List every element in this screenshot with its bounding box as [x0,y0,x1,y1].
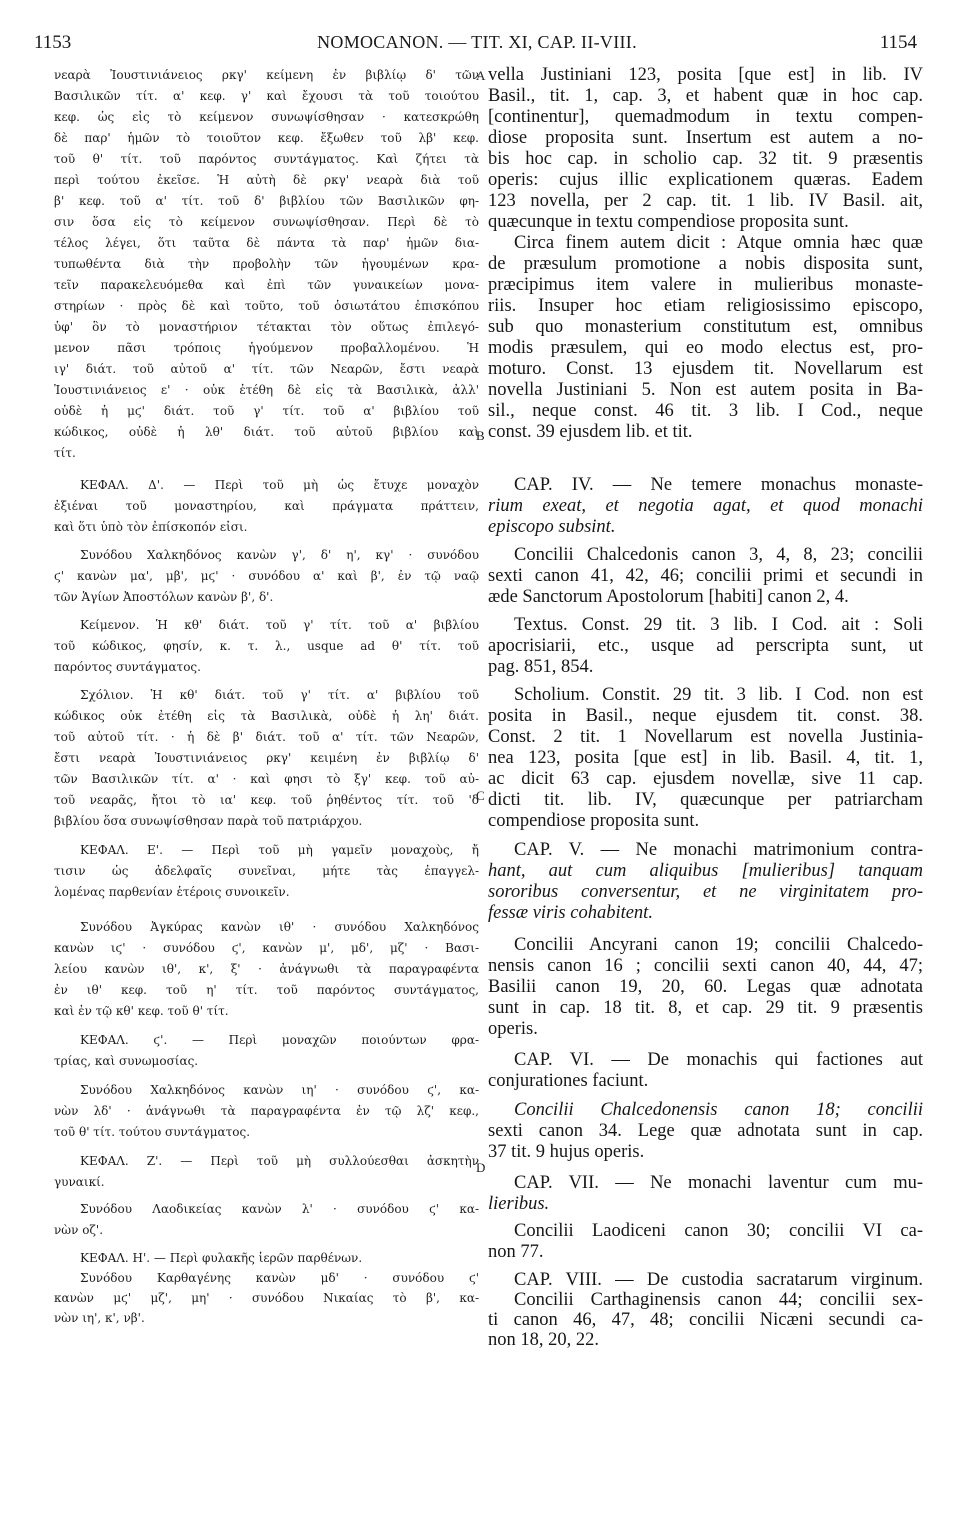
page-number-left: 1153 [34,32,72,53]
greek-text-line: τοῦ κώδικος, φησίν, κ. τ. λ., usque ad θ' τίτ. τοῦ [54,639,479,653]
greek-text-line: ὑφ' ὃν τὸ μοναστήριον τέτακται τὸν οὕτως ἐπιλεγό- [54,320,479,334]
latin-text-line: sexti canon 34. Lege quæ adnotata sunt in cap. [488,1121,923,1141]
latin-text-line: Textus. Const. 29 tit. 3 lib. I Cod. ait : Soli [514,615,923,635]
latin-text-line: episcopo subsint. [488,517,616,537]
greek-text-line: στηρίων · πρὸς δὲ καὶ τοῦτο, τοῦ ὁσιωτάτου ἐπισκόπου [54,299,479,313]
greek-text-line: τῶν Ἁγίων Ἀποστόλων κανὼν β', δ'. [54,590,274,604]
greek-text-line: τοῦ νεαρᾶς, ἤτοι τὸ ια' κεφ. τοῦ ῥηθέντος τίτ. τοῦ 'δ [54,793,479,807]
latin-text-line: de præsulum promotione a nobis disposita sunt, [488,254,923,274]
latin-text-line: sub quo monasterium constitutum est, omnibus [488,317,923,337]
latin-text-line: diose proposita sunt. Insertum est autem a no- [488,128,923,148]
greek-text-line: Συνόδου Χαλκηδόνος κανὼν ιη' · συνόδου ϛ', κα- [80,1083,479,1097]
greek-text-line: κώδικος, οὐδὲ ἡ λθ' διάτ. τοῦ αὐτοῦ βιβλίου καὶ [54,425,479,439]
latin-text-line: hant, aut cum aliquibus [mulieribus] tanquam [488,861,923,881]
margin-marker-b: B [476,428,485,443]
latin-text-line: riis. Insuper hoc etiam religiosissimo episcopo, [488,296,923,316]
greek-text-line: λομένας παρθενίαν ἑτέροις συνοικεῖν. [54,885,290,899]
latin-text-line: CAP. IV. — Ne temere monachus monaste- [514,475,923,495]
latin-text-line: ti canon 46, 47, 48; concilii Nicæni secundi ca- [488,1310,923,1330]
greek-text-line: Συνόδου Χαλκηδόνος κανὼν γ', δ' η', κγ' · συνόδου [80,548,479,562]
greek-text-line: τοῦ θ' τίτ. τοῦ παρόντος συντάγματος. Καὶ ζήτει τὰ [54,152,479,166]
greek-text-line: βιβλίου ὅσα συνωψίσθησαν παρὰ τοῦ πατριάρχου. [54,814,363,828]
latin-text-line: Circa finem autem dicit : Atque omnia hæc quæ [514,233,923,253]
greek-text-line: ΚΕΦΑΛ. Ε'. — Περὶ τοῦ μὴ γαμεῖν μοναχοὺς, ἤ [80,843,479,857]
latin-text-line: modis præsulem, qui eo modo electus est, pro- [488,338,923,358]
greek-text-line: ΚΕΦΑΛ. Η'. — Περὶ φυλακῆς ἱερῶν παρθένων. [80,1251,363,1265]
latin-text-line: non 77. [488,1242,544,1262]
latin-text-line: compendiose proposita sunt. [488,811,700,831]
latin-text-line: operis: cujus illic explicationem quæras. Eadem [488,170,923,190]
latin-text-line: Concilii Carthaginensis canon 44; concilii sex- [514,1290,923,1310]
latin-text-line: novella Justiniani 5. Non est autem posita in Ba- [488,380,923,400]
latin-text-line: 37 tit. 9 hujus operis. [488,1142,645,1162]
latin-text-line: CAP. VI. — De monachis qui factiones aut [514,1050,923,1070]
latin-text-line: Basilii canon 19, 20, 60. Legas quæ adnotata [488,977,923,997]
latin-text-line: [continentur], quemadmodum in textu compen- [488,107,923,127]
latin-text-line: rium exeat, et negotia agat, et quod monachi [488,496,923,516]
greek-text-line: Βασιλικῶν τίτ. α' κεφ. γ' καὶ ἔχουσι τὰ τοῦ τοιούτου [54,89,479,103]
greek-text-line: τέλος λέγει, ὅτι ταῦτα δὲ πάντα τὰ παρ' ἡμῶν δια- [54,236,479,250]
latin-text-line: æde Sanctorum Apostolorum [habiti] canon 2, 4. [488,587,849,607]
latin-text-line: sunt in cap. 18 tit. 8, et cap. 29 tit. 9 præsentis [488,998,923,1018]
latin-text-line: CAP. VIII. — De custodia sacratarum virginum. [514,1270,923,1290]
latin-text-line: operis. [488,1019,538,1039]
greek-text-line: νὼν λδ' · ἀνάγνωθι τὰ παραγραφέντα ἐν τῷ λζ' κεφ., [54,1104,479,1118]
greek-text-line: οὐδὲ ἡ μϛ' διάτ. τοῦ γ' τίτ. τοῦ α' βιβλίου τοῦ [54,404,479,418]
latin-text-line: sexti canon 41, 42, 46; concilii primi et secundi in [488,566,923,586]
greek-text-line: τῶν Βασιλικῶν τίτ. α' · καὶ φησι τὸ ξγ' κεφ. τοῦ αὐ- [54,772,479,786]
latin-text-line: dicti tit. lib. IV, quæcunque per patriarcham [488,790,923,810]
greek-text-line: Σχόλιον. Ἡ κθ' διάτ. τοῦ γ' τίτ. α' βιβλίου τοῦ [80,688,479,702]
greek-text-line: Συνόδου Ἀγκύρας κανὼν ιθ' · συνόδου Χαλκηδόνος [80,920,479,934]
greek-text-line: Ἰουστινιάνειος ε' · οὐκ ἐτέθη δὲ εἰς τὰ Βασιλικὰ, ἀλλ' [54,383,479,397]
latin-text-line: 123 novella, per 2 cap. tit. 1 lib. IV Basil. ait, [488,191,923,211]
latin-text-line: ac dicit 63 cap. ejusdem novellæ, sive 11 cap. [488,769,923,789]
greek-text-line: κανὼν ιϛ' · συνόδου ϛ', κανὼν μ', μδ', μζ' · Βασι- [54,941,479,955]
latin-text-line: vella Justiniani 123, posita [que est] in lib. IV [488,65,923,85]
latin-text-line: sil., neque const. 46 tit. 3 lib. I Cod., neque [488,401,923,421]
greek-text-line: μενον πᾶσι τρόποις ἡγούμενον προβαλλομένου. Ἡ [54,341,479,355]
margin-marker-d: D [476,1160,486,1175]
greek-text-line: παρόντος συντάγματος. [54,660,201,674]
greek-text-line: Κείμενον. Ἡ κθ' διάτ. τοῦ γ' τίτ. τοῦ α' βιβλίου [80,618,479,632]
latin-text-line: sororibus conversentur, et ne virginitatem pro- [488,882,923,902]
greek-text-line: καὶ ὅτι ὑπὸ τὸν ἐπίσκοπόν εἰσι. [54,520,248,534]
latin-text-line: Const. 2 tit. 1 Novellarum est novella Justinia- [488,727,923,747]
greek-text-line: καὶ ἐν τῷ κθ' κεφ. τοῦ θ' τίτ. [54,1004,229,1018]
greek-text-line: περὶ τούτου ἐκεῖσε. Ἡ αὐτὴ δὲ ρκγ' νεαρὰ διὰ τοῦ [54,173,479,187]
latin-text-line: Concilii Laodiceni canon 30; concilii VI ca- [514,1221,923,1241]
greek-text-line: δὲ παρ' ἡμῶν τὸ τοιοῦτον κεφ. ἔξωθεν τοῦ λβ' κεφ. [54,131,479,145]
latin-text-line: CAP. VII. — Ne monachi laventur cum mu- [514,1173,923,1193]
greek-text-line: τεῖν παρακελευόμεθα καὶ ἐπὶ τῶν γυναικείων μονα- [54,278,479,292]
greek-text-line: τυπωθέντα διὰ τὴν προβολὴν τῶν ἡγουμένων κρα- [54,257,479,271]
latin-text-line: Concilii Ancyrani canon 19; concilii Chalcedo- [514,935,923,955]
latin-text-line: CAP. V. — Ne monachi matrimonium contra- [514,840,923,860]
running-title: NOMOCANON. — TIT. XI, CAP. II-VIII. [317,32,637,52]
greek-text-line: σιν ὅσα εἰς τὸ κείμενον συνωψίσθησαν. Περὶ δὲ τὸ [54,215,479,229]
page-number-right: 1154 [879,32,917,53]
greek-text-line: β' κεφ. τοῦ α' τίτ. τοῦ δ' βιβλίου τῶν Βασιλικῶν φη- [54,194,479,208]
latin-text-line: fessæ viris cohabitent. [488,903,653,923]
latin-text-line: posita in Basil., neque ejusdem tit. const. 38. [488,706,923,726]
greek-text-line: ιγ' διάτ. τοῦ αὐτοῦ α' τίτ. τῶν Νεαρῶν, ἔστι νεαρὰ [54,362,479,376]
greek-text-line: τρίας, καὶ συνωμοσίας. [54,1054,199,1068]
greek-text-line: κώδικος οὐκ ἐτέθη εἰς τὰ Βασιλικὰ, οὐδὲ ἡ λη' διάτ. [54,709,479,723]
latin-text-line: Scholium. Constit. 29 tit. 3 lib. I Cod. non est [514,685,923,705]
greek-text-line: τοῦ αὐτοῦ τίτ. · ἡ δὲ β' διάτ. τοῦ α' τίτ. τῶν Νεαρῶν, [54,730,479,744]
greek-text-line: Συνόδου Καρθαγένης κανὼν μδ' · συνόδου ϛ' [80,1271,479,1285]
greek-text-line: νὼν οζ'. [54,1223,104,1237]
greek-text-line: γυναικί. [54,1175,105,1189]
latin-text-line: conjurationes faciunt. [488,1071,649,1091]
latin-text-line: const. 39 ejusdem lib. et tit. [488,422,693,442]
greek-text-line: λείου κανὼν ιθ', κ', ξ' · ἀνάγνωθι τὰ παραγραφέντα [54,962,479,976]
latin-text-line: Basil., tit. 1, cap. 3, et habent quæ in hoc cap. [488,86,923,106]
greek-text-line: τισιν ὡς ἀδελφαῖς συνεῖναι, μήτε τὰς ἐπαγγελ- [54,864,479,878]
greek-text-line: ΚΕΦΑΛ. Ζ'. — Περὶ τοῦ μὴ συλλούεσθαι ἀσκητὴν [80,1154,479,1168]
greek-text-line: ἔστι νεαρὰ Ἰουστινιάνειος ρκγ' κειμένη ἐν βιβλίῳ δ' [54,751,479,765]
greek-text-line: κεφ. ὡς εἰς τὸ κείμενον συνωψίσθησαν · κατεσκρώθη [54,110,479,124]
latin-text-line: moturo. Const. 13 ejusdem tit. Novellarum est [488,359,923,379]
greek-text-line: νεαρὰ Ἰουστινιάνειος ρκγ' κείμενη ἐν βιβλίῳ δ' τῶν [54,68,479,82]
latin-text-line: pag. 851, 854. [488,657,594,677]
greek-text-line: Συνόδου Λαοδικείας κανὼν λ' · συνόδου ϛ' κα- [80,1202,479,1216]
margin-marker-a: A [476,68,486,83]
latin-text-line: præcipimus item valere in mulieribus monaste- [488,275,923,295]
latin-text-line: lieribus. [488,1194,550,1214]
greek-text-line: νὼν ιη', κ', νβ'. [54,1311,145,1325]
latin-text-line: non 18, 20, 22. [488,1330,599,1350]
greek-text-line: κανὼν μϛ' μζ', μη' · συνόδου Νικαίας τὸ β', κα- [54,1291,479,1305]
latin-text-line: Concilii Chalcedonis canon 3, 4, 8, 23; concilii [514,545,923,565]
latin-text-line: Concilii Chalcedonensis canon 18; concilii [514,1100,923,1120]
greek-text-line: ϛ' κανὼν μα', μβ', μϛ' · συνόδου α' καὶ β', ἐν τῷ ναῷ [54,569,479,583]
greek-text-line: τοῦ θ' τίτ. τούτου συντάγματος. [54,1125,251,1139]
latin-text-line: apocrisiarii, etc., usque ad perscripta sunt, ut [488,636,923,656]
greek-text-line: ἐξιέναι τοῦ μοναστηρίου, καὶ πράγματα πράττειν, [54,499,479,513]
greek-text-line: ΚΕΦΑΛ. Δ'. — Περὶ τοῦ μὴ ὡς ἔτυχε μοναχὸν [80,478,479,492]
latin-text-line: nea 123, posita [que est] in lib. Basil. 4, tit. 1, [488,748,923,768]
latin-text-line: bis hoc cap. in scholio cap. 32 tit. 9 præsentis [488,149,923,169]
latin-text-line: quæcunque in textu compendiose proposita sunt. [488,212,849,232]
greek-text-line: ΚΕΦΑΛ. ϛ'. — Περὶ μοναχῶν ποιούντων φρα- [80,1033,479,1047]
margin-marker-c: C [476,788,485,803]
greek-text-line: τίτ. [54,446,76,460]
greek-text-line: ἐν ιθ' κεφ. τοῦ η' τίτ. τοῦ παρόντος συντάγματος, [54,983,479,997]
latin-text-line: nensis canon 16 ; concilii sexti canon 40, 44, 47; [488,956,923,976]
